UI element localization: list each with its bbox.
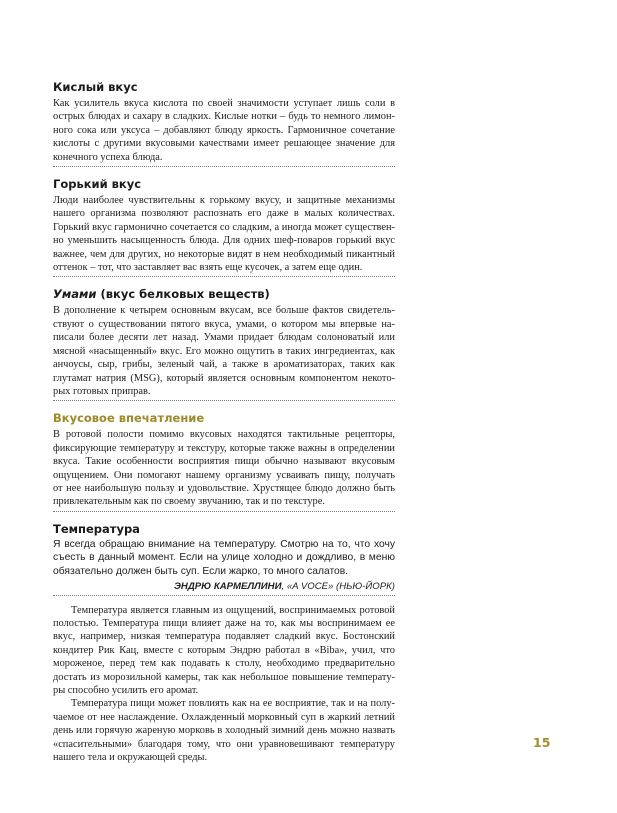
pull-quote [53,538,395,596]
section-mouthfeel [53,411,395,511]
text-line: В ротовой полости помимо вкусовых находятся тактильные рецепторы, [53,429,395,441]
text-line: конечного успеха блюда. [53,151,163,163]
page-number: 15 [533,735,551,750]
quote-attribution [53,580,395,593]
attribution-name: ЭНДРЮ КАРМЕЛЛИНИ [174,580,282,592]
text-line: привлекательным как по своему звучанию, так и по текстуре. [53,496,325,508]
text-line: мороженое, перед тем как подавать к столу, необходимо предварительно [53,658,395,670]
text-line: важнее, чем для других, но некоторые видят в нем необходимый пикантный [53,248,395,260]
text-line: день или горячую жареную морковь в холодный зимний день можно назвать [53,725,395,737]
section-umami [53,287,395,401]
section-heading: Температура [53,521,140,536]
heading-rest: (вкус белковых веществ) [96,287,270,302]
section-temperature [53,522,395,765]
text-line: от нее наибольшую пользу и удовольствие. Хрустящее блюдо должно быть [53,482,395,494]
text-line: кислоты с другими вкусовыми качествами имеет решающее значение для [53,138,395,150]
section-sour-taste [53,80,395,167]
section-body [53,97,395,167]
text-line: ощущением. Они помогают нашему организму усваивать пищу, получать [53,469,395,481]
text-line: достать из морозильной камеры, так как небольшое повышение температу- [53,671,395,683]
text-line: Температура пищи может повлиять как на ее восприятие, так и на полу- [71,698,395,710]
section-body [53,428,395,511]
text-line: острых блюдах и сахару в сладких. Кислые нотки – будь то немного лимон- [53,111,395,123]
text-line: Горький вкус гармонично сочетается со сладким, а иногда может существен- [53,221,395,233]
text-line: ного сока или уксуса – добавляют блюду яркость. Гармоничное сочетание [53,124,395,136]
text-line: писали более десяти лет назад. Умами придает блюдам солоноватый или [53,332,395,344]
quote-line: съесть в данный момент. Если на улице холодно и дождливо, в меню [53,552,395,564]
paragraph [53,697,395,764]
heading-italic-term: Умами [53,287,97,302]
section-body [53,304,395,401]
text-line: полостью. Температура пищи влияет даже на то, как мы воспринимаем ее [53,617,395,629]
text-line: глутамат натрия (MSG), который является основным компонентом некото- [53,372,395,384]
attribution-place: , «A VOCE» (НЬЮ-ЙОРК) [281,580,395,592]
text-line: ры способно усилить его аромат. [53,684,199,696]
text-line: вкуса. Такие особенности восприятия пищи обычно называют вкусовым [53,456,395,468]
text-line: Люди наиболее чувствительны к горькому вкусу, и защитные механизмы [53,195,395,207]
page-column [53,80,395,764]
text-line: кондитер Рик Кац, вместе с которым Эндрю работал в «Biba», учил, что [53,644,395,656]
text-line: «спасительными» благодаря тому, что они уравновешивают температуру [53,738,395,750]
text-line: вкус, например, низкая температура подавляет сладкий вкус. Бостонский [53,631,395,643]
text-line: фиксирующие температуру и текстуру, которые также важны в определении [53,442,395,454]
quote-line: обязательно должен быть суп. Если жарко, то много салатов. [53,565,349,577]
text-line: Как усилитель вкуса кислота по своей значимости уступает лишь соли в [53,98,395,109]
section-bitter-taste [53,177,395,277]
text-line: В дополнение к четырем основным вкусам, все больше фактов свидетель- [53,305,395,317]
text-line: мясной «насыщенный» вкус. Его можно ощутить в таких ингредиентах, как [53,345,395,357]
text-line: Температура является главным из ощущений, воспринимаемых ротовой [71,604,395,616]
text-line: но уменьшить насыщенность блюда. Для одних шеф-поваров горький вкус [53,235,395,247]
text-line: чаемое от нее наслаждение. Охлажденный морковный суп в жаркий летний [53,711,395,723]
section-heading [53,287,395,301]
section-heading: Кислый вкус [53,80,138,94]
text-line: нашего организма позволяют распознать его даже в малых количествах. [53,208,395,220]
text-line: нашего тела и окружающей среды. [53,752,208,763]
paragraph [53,604,395,698]
text-line: оттенок – тот, что заставляет вас взять еще кусочек, а затем еще один. [53,262,363,274]
section-heading: Вкусовое впечатление [53,411,205,426]
text-line: рых готовых приправ. [53,385,151,397]
text-line: ствуют о существовании пятого вкуса, умами, о котором мы впервые на- [53,318,395,330]
quote-line: Я всегда обращаю внимание на температуру. Смотрю на то, что хочу [53,538,395,550]
section-body [53,194,395,277]
section-heading: Горький вкус [53,177,142,192]
text-line: анчоусы, сыр, грибы, зеленый чай, а также в ароматизаторах, таких как [53,359,395,371]
